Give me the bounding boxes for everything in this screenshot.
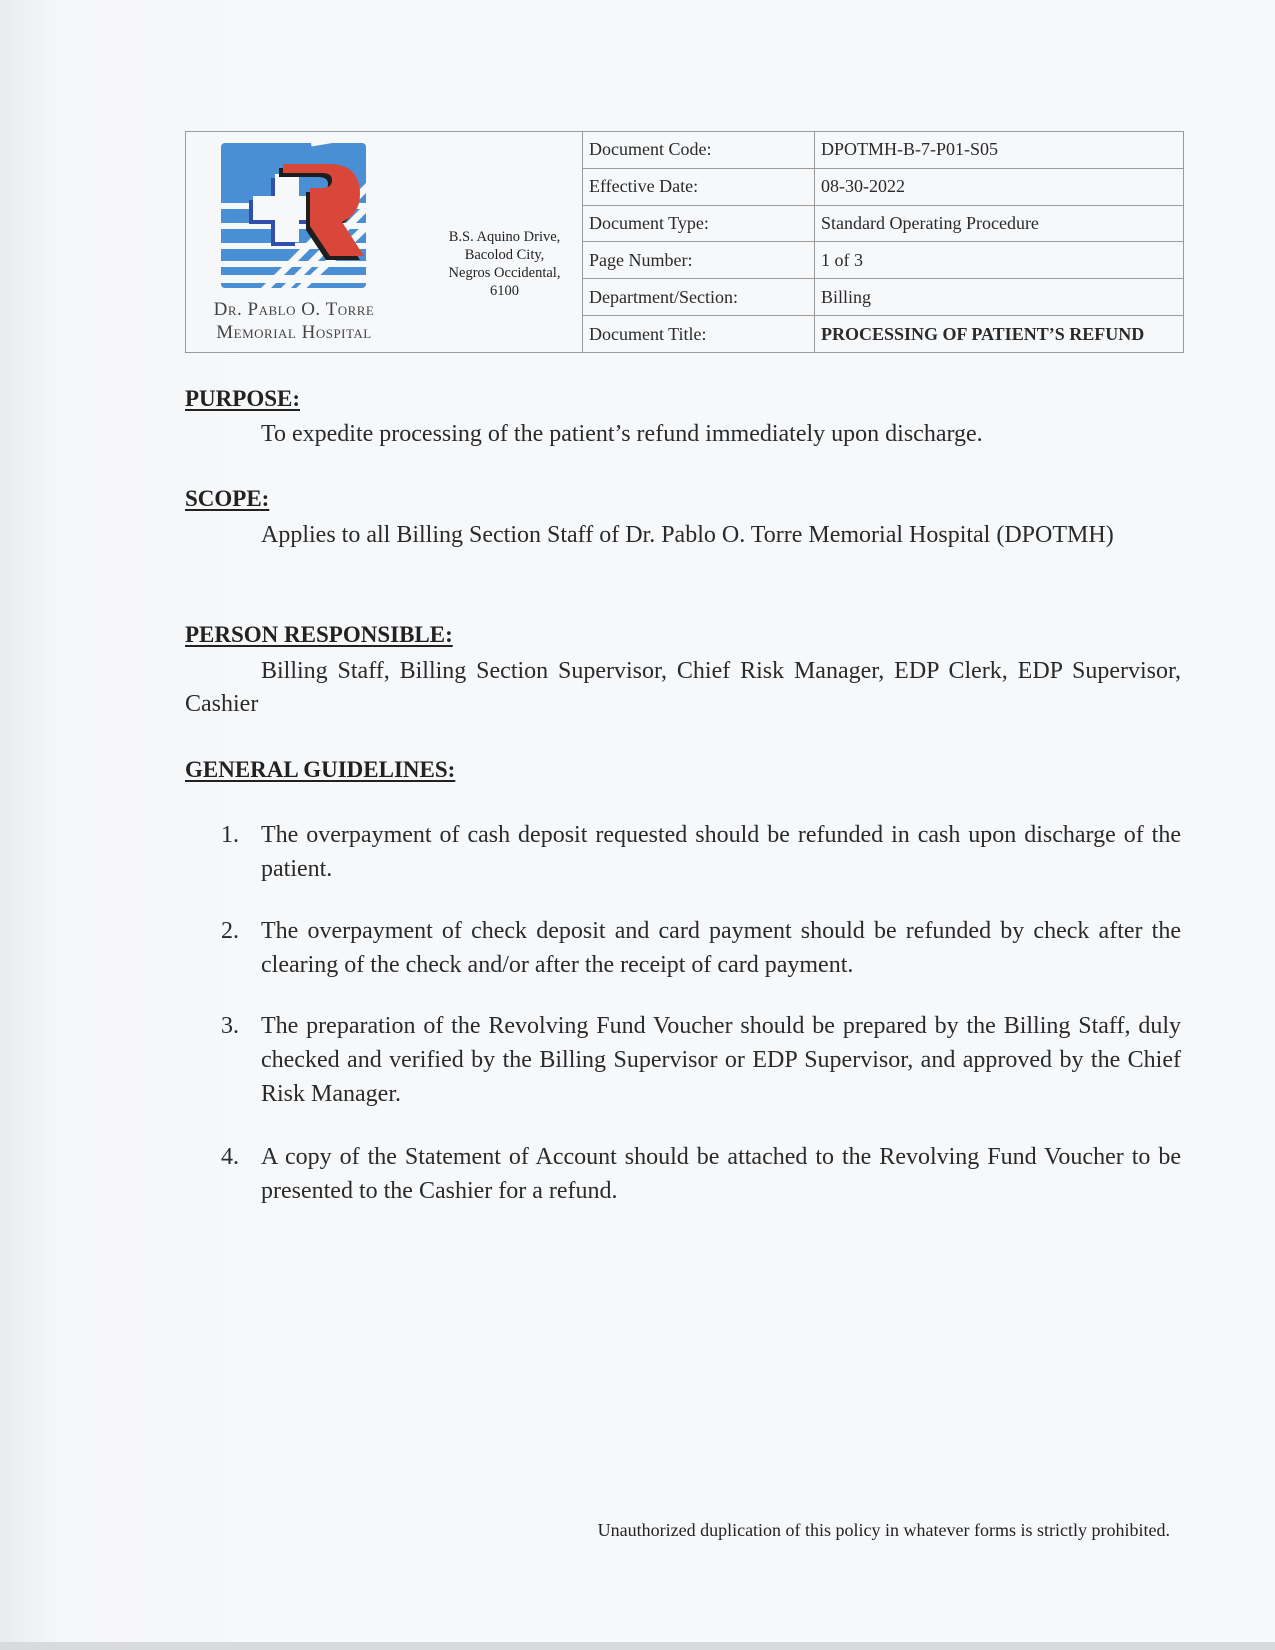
document-header-table: [185, 131, 1184, 353]
address-cell: [402, 132, 582, 352]
meta-row-document-type: [583, 206, 1183, 243]
meta-row-department: [583, 279, 1183, 316]
meta-row-effective-date: [583, 169, 1183, 206]
purpose-text: To expedite processing of the patient’s refund immediately upon discharge.: [261, 421, 983, 447]
address-line: B.S. Aquino Drive,: [448, 229, 561, 245]
purpose-heading: PURPOSE:: [185, 386, 300, 411]
meta-value: PROCESSING OF PATIENT’S REFUND: [821, 323, 1145, 344]
meta-value: Billing: [821, 286, 872, 307]
meta-label: Document Code:: [583, 132, 815, 168]
meta-row-page-number: [583, 242, 1183, 279]
scope-text: Applies to all Billing Section Staff of Dr. Pablo O. Torre Memorial Hospital (DPOTMH): [261, 522, 1114, 548]
list-item-number: 2.: [221, 918, 239, 944]
document-meta-table: [582, 132, 1183, 352]
list-item-text: The preparation of the Revolving Fund Voucher should be prepared by the Billing Staff, duly checked and verified by the Billing Supervisor or EDP Supervisor, and approved by the Chief Risk Manager.: [261, 1013, 1181, 1107]
meta-label: Department/Section:: [583, 279, 815, 315]
address-line: Negros Occidental,: [448, 265, 561, 281]
meta-label: Document Type:: [583, 206, 815, 242]
hospital-name-line2: Memorial Hospital: [216, 322, 372, 343]
meta-value: Standard Operating Procedure: [821, 213, 1039, 234]
meta-label: Page Number:: [583, 242, 815, 278]
list-item-text: A copy of the Statement of Account should be attached to the Revolving Fund Voucher to be presented to the Cashier for a refund.: [261, 1144, 1181, 1204]
meta-value: 08-30-2022: [821, 176, 905, 197]
person-responsible-heading: PERSON RESPONSIBLE:: [185, 622, 453, 647]
list-item-number: 3.: [221, 1013, 239, 1039]
hospital-logo-icon: [221, 143, 371, 295]
address-line: 6100: [490, 283, 519, 299]
meta-label: Effective Date:: [583, 169, 815, 205]
hospital-address: [432, 228, 577, 300]
list-item-number: 4.: [221, 1144, 239, 1170]
logo-cell: [186, 132, 402, 352]
page-edge: [0, 1642, 1275, 1650]
hospital-name-line1: Dr. Pablo O. Torre: [213, 299, 375, 320]
general-guidelines-heading: GENERAL GUIDELINES:: [185, 757, 456, 782]
meta-value: 1 of 3: [821, 249, 863, 270]
list-item-number: 1.: [221, 822, 239, 848]
meta-row-document-title: [583, 316, 1183, 352]
list-item-text: The overpayment of cash deposit requested should be refunded in cash upon discharge of the patient.: [261, 822, 1181, 882]
meta-row-document-code: [583, 132, 1183, 169]
address-line: Bacolod City,: [464, 247, 545, 263]
meta-value: DPOTMH-B-7-P01-S05: [821, 139, 999, 160]
meta-label: Document Title:: [583, 316, 815, 352]
footer-notice: Unauthorized duplication of this policy in whatever forms is strictly prohibited.: [597, 1520, 1170, 1540]
person-responsible-text: Billing Staff, Billing Section Supervisor, Chief Risk Manager, EDP Clerk, EDP Supervisor, Cashier: [185, 658, 1181, 717]
list-item-text: The overpayment of check deposit and card payment should be refunded by check after the clearing of the check and/or after the receipt of card payment.: [261, 918, 1181, 978]
scope-heading: SCOPE:: [185, 486, 270, 511]
hospital-name: [186, 298, 402, 344]
